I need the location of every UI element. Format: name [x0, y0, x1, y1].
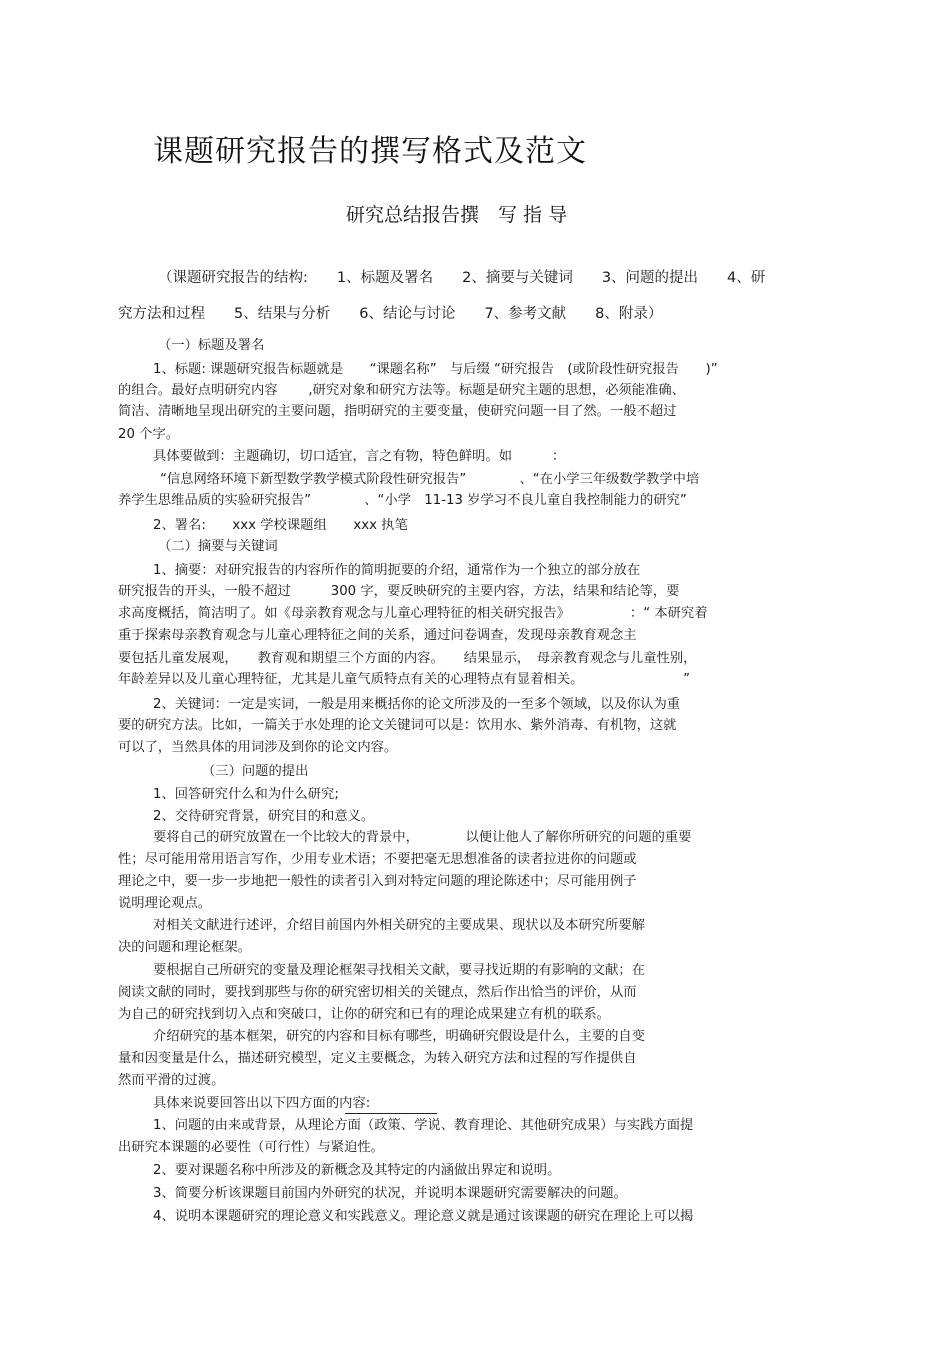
paragraph-line: （课题研究报告的结构: 1、标题及署名 2、摘要与关键词 3、问题的提出 4、研 — [158, 270, 766, 286]
paragraph-line: 介绍研究的基本框架，研究的内容和目标有哪些，明确研究假设是什么，主要的自变 — [153, 1029, 645, 1044]
paragraph-line: 年龄差异以及儿童心理特征，尤其是儿童气质特点有关的心理特点有显着相关。 ” — [118, 672, 691, 687]
paragraph-line: 1、回答研究什么和为什么研究; — [153, 787, 339, 802]
section-heading: （三）问题的提出 — [202, 764, 309, 779]
paragraph-line: 要包括儿童发展观， 教育观和期望三个方面的内容。 结果显示， 母亲教育观念与儿童性别， — [118, 651, 697, 666]
paragraph-line: 20 个字。 — [118, 427, 180, 442]
paragraph-line: 研究报告的开头，一般不超过 300 字，要反映研究的主要内容，方法，结果和结论等，要 — [118, 584, 680, 599]
paragraph-line: 然而平滑的过渡。 — [118, 1073, 225, 1088]
paragraph-line: 4、说明本课题研究的理论意义和实践意义。理论意义就是通过该课题的研究在理论上可以揭 — [153, 1209, 694, 1224]
paragraph-line: 具体要做到：主题确切，切口适宜，言之有物，特色鲜明。如 ： — [153, 449, 566, 464]
paragraph-line: 要的研究方法。比如，一篇关于水处理的论文关键词可以是：饮用水、紫外消毒、有机物，这就 — [118, 718, 677, 733]
paragraph-line: 求高度概括，简洁明了。如《母亲教育观念与儿童心理特征的相关研究报告》 ：“ 本研究着 — [118, 606, 708, 621]
paragraph-line: 简洁、清晰地呈现出研究的主要问题，指明研究的主要变量，使研究问题一目了然。一般不超过 — [118, 404, 677, 419]
paragraph-line: 阅读文献的同时，要找到那些与你的研究密切相关的关键点，然后作出恰当的评价，从而 — [118, 985, 637, 1000]
document-subtitle: 研究总结报告撰 写 指 导 — [346, 204, 568, 226]
paragraph-line: 3、简要分析该课题目前国内外研究的状况，并说明本课题研究需要解决的问题。 — [153, 1186, 627, 1201]
paragraph-line: 量和因变量是什么，描述研究模型，定义主要概念，为转入研究方法和过程的写作提供自 — [118, 1051, 637, 1066]
paragraph-line: 说明理论观点。 — [118, 896, 212, 911]
paragraph-line: 的组合。最好点明研究内容 ,研究对象和研究方法等。标题是研究主题的思想，必须能准确、 — [118, 383, 685, 398]
paragraph-line: 究方法和过程 5、结果与分析 6、结论与讨论 7、参考文献 8、附录） — [118, 306, 663, 322]
document-title: 课题研究报告的撰写格式及范文 — [153, 134, 587, 169]
paragraph-line: 理论之中，要一步一步地把一般性的读者引入到对特定问题的理论陈述中；尽可能用例子 — [118, 874, 637, 889]
paragraph-line: 2、交待研究背景，研究目的和意义。 — [153, 809, 375, 824]
paragraph-line: 对相关文献进行述评，介绍目前国内外相关研究的主要成果、现状以及本研究所要解 — [153, 918, 645, 933]
paragraph-line: 养学生思维品质的实验研究报告” 、“小学 11-13 岁学习不良儿童自我控制能力的研究” — [118, 493, 687, 508]
paragraph-line: 可以了，当然具体的用词涉及到你的论文内容。 — [118, 740, 398, 755]
paragraph-line: 为自己的研究找到切入点和突破口，让你的研究和已有的理论成果建立有机的联系。 — [118, 1007, 610, 1022]
paragraph-line: 出研究本课题的必要性（可行性）与紧迫性。 — [118, 1140, 384, 1155]
paragraph-line: 2、署名: xxx 学校课题组 xxx 执笔 — [153, 518, 408, 533]
paragraph-line: 要将自己的研究放置在一个比较大的背景中， 以便让他人了解你所研究的问题的重要 — [153, 830, 692, 845]
paragraph-line: “信息网络环境下新型数学教学模式阶段性研究报告” 、“在小学三年级数学教学中培 — [160, 472, 700, 487]
paragraph-line: 1、标题: 课题研究报告标题就是 “课题名称” 与后缀 “研究报告 (或阶段性研究报告 )” — [153, 362, 718, 377]
paragraph-line: 1、问题的由来或背景，从理论方面（政策、学说、教育理论、其他研究成果）与实践方面提 — [153, 1118, 694, 1133]
underline-rule — [345, 1113, 437, 1114]
paragraph-line: 2、关键词：一定是实词，一般是用来概括你的论文所涉及的一至多个领域，以及你认为重 — [153, 697, 681, 712]
paragraph-line: 2、要对课题名称中所涉及的新概念及其特定的内涵做出界定和说明。 — [153, 1163, 561, 1178]
section-heading: （二）摘要与关键词 — [158, 539, 278, 554]
paragraph-line: 重于探索母亲教育观念与儿童心理特征之间的关系，通过问卷调查，发现母亲教育观念主 — [118, 628, 637, 643]
paragraph-line: 要根据自己所研究的变量及理论框架寻找相关文献，要寻找近期的有影响的文献；在 — [153, 963, 645, 978]
paragraph-line: 决的问题和理论框架。 — [118, 940, 251, 955]
paragraph-line: 性；尽可能用常用语言写作，少用专业术语；不要把毫无思想准备的读者拉进你的问题或 — [118, 852, 637, 867]
paragraph-line: 1、摘要：对研究报告的内容所作的简明扼要的介绍，通常作为一个独立的部分放在 — [153, 563, 641, 578]
section-heading: （一）标题及署名 — [158, 338, 265, 353]
paragraph-line: 具体来说要回答出以下四方面的内容: — [153, 1096, 371, 1111]
